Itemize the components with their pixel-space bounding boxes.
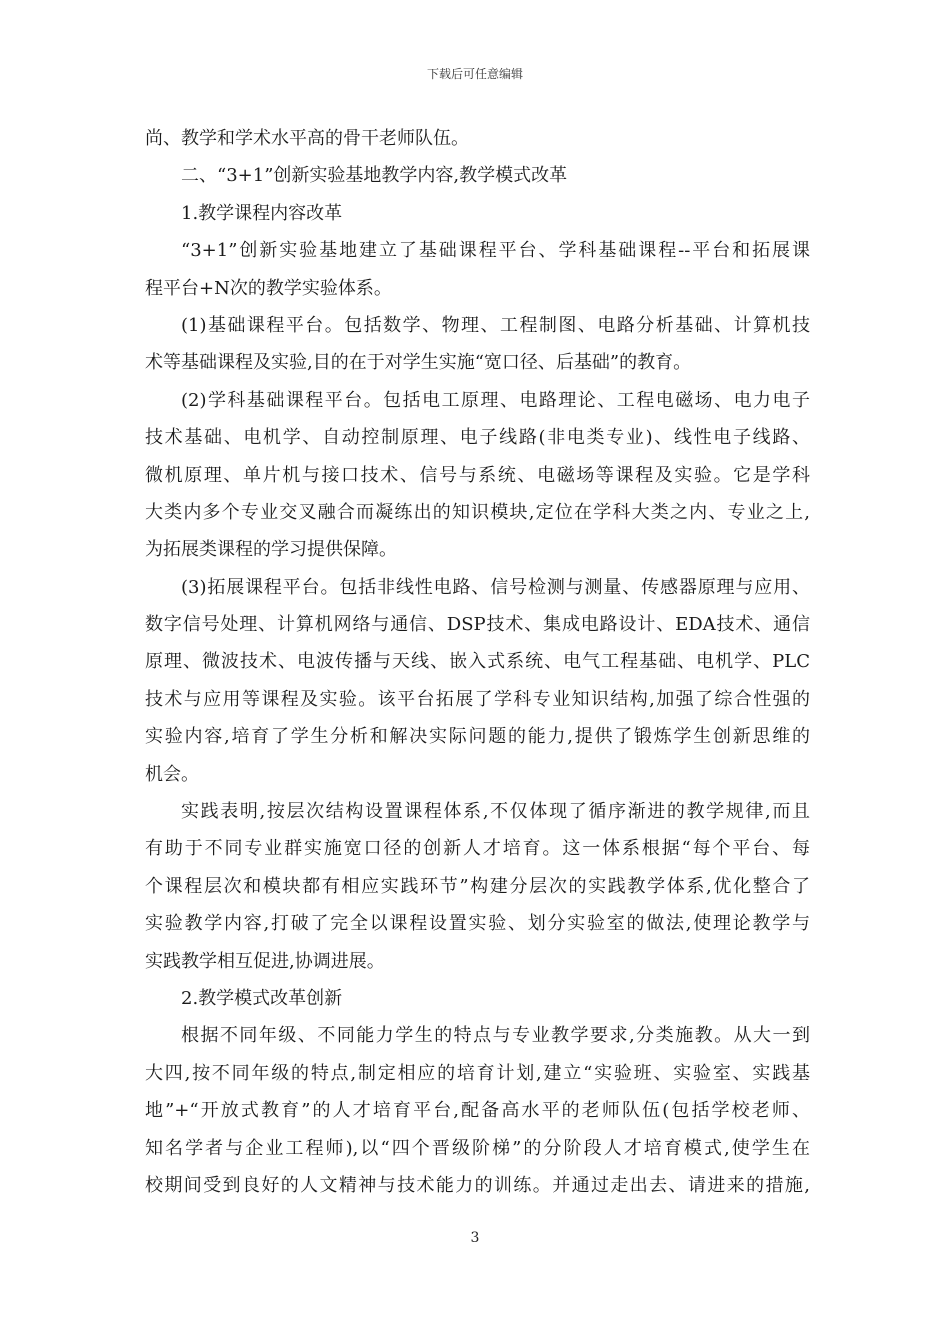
text-line: “3+1”创新实验基地建立了基础课程平台、学科基础课程--平台和拓展课 xyxy=(181,240,810,262)
text-line: (1)基础课程平台。包括数学、物理、工程制图、电路分析基础、计算机技 xyxy=(181,314,810,336)
text-line: (3)拓展课程平台。包括非线性电路、信号检测与测量、传感器原理与应用、 xyxy=(181,576,810,598)
page-header: 下载后可任意编辑 xyxy=(426,67,523,81)
text-line: 地”+“开放式教育”的人才培育平台,配备高水平的老师队伍(包括学校老师、 xyxy=(145,1100,810,1122)
text-line: 机会。 xyxy=(145,763,199,785)
text-line: 有助于不同专业群实施宽口径的创新人才培育。这一体系根据“每个平台、每 xyxy=(145,838,810,860)
text-line: 为拓展类课程的学习提供保障。 xyxy=(145,539,397,561)
text-line: 2.教学模式改革创新 xyxy=(181,987,343,1009)
text-line: 术等基础课程及实验,目的在于对学生实施“宽口径、后基础”的教育。 xyxy=(145,352,692,374)
text-line: 知名学者与企业工程师),以“四个晋级阶梯”的分阶段人才培育模式,使学生在 xyxy=(145,1137,810,1159)
text-line: 实践教学相互促进,协调进展。 xyxy=(145,950,385,972)
text-line: 实践表明,按层次结构设置课程体系,不仅体现了循序渐进的教学规律,而且 xyxy=(181,801,810,823)
text-line: 大四,按不同年级的特点,制定相应的培育计划,建立“实验班、实验室、实践基 xyxy=(145,1062,810,1084)
text-line: 二、“3+1”创新实验基地教学内容,教学模式改革 xyxy=(181,165,568,187)
text-line: 1.教学课程内容改革 xyxy=(181,202,343,224)
text-line: 实验教学内容,打破了完全以课程设置实验、划分实验室的做法,使理论教学与 xyxy=(145,913,810,935)
text-line: 实验内容,培育了学生分析和解决实际问题的能力,提供了锻炼学生创新思维的 xyxy=(145,726,810,748)
document-body xyxy=(145,120,810,1204)
text-line: 大类内多个专业交叉融合而凝练出的知识模块,定位在学科大类之内、专业之上, xyxy=(145,501,810,523)
text-line: 技术与应用等课程及实验。该平台拓展了学科专业知识结构,加强了综合性强的 xyxy=(145,688,810,710)
text-line: 数字信号处理、计算机网络与通信、DSP技术、集成电路设计、EDA技术、通信 xyxy=(145,614,810,636)
text-line: 校期间受到良好的人文精神与技术能力的训练。并通过走出去、请进来的措施, xyxy=(145,1174,810,1196)
text-line: 程平台+N次的教学实验体系。 xyxy=(145,277,392,299)
text-line: 尚、教学和学术水平高的骨干老师队伍。 xyxy=(145,128,469,149)
text-line: 技术基础、电机学、自动控制原理、电子线路(非电类专业)、线性电子线路、 xyxy=(145,427,810,449)
text-line: 根据不同年级、不同能力学生的特点与专业教学要求,分类施教。从大一到 xyxy=(181,1025,810,1047)
text-line: 微机原理、单片机与接口技术、信号与系统、电磁场等课程及实验。它是学科 xyxy=(145,464,810,486)
text-line: 原理、微波技术、电波传播与天线、嵌入式系统、电气工程基础、电机学、PLC xyxy=(145,651,810,673)
page-number: 3 xyxy=(470,1230,480,1246)
text-line: (2)学科基础课程平台。包括电工原理、电路理论、工程电磁场、电力电子 xyxy=(181,389,810,411)
text-line: 个课程层次和模块都有相应实践环节”构建分层次的实践教学体系,优化整合了 xyxy=(145,875,810,897)
